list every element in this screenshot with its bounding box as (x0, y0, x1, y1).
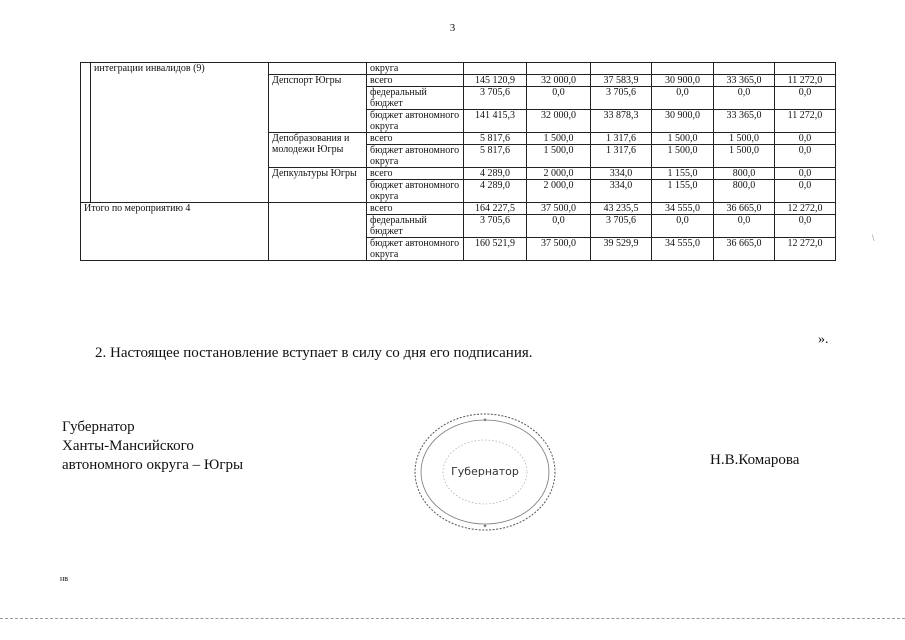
page-number: 3 (449, 22, 456, 34)
signature-block (62, 418, 243, 475)
svg-text:✦: ✦ (482, 523, 488, 530)
source-cell: федеральный бюджет (367, 87, 464, 110)
signatory-name: Н.В.Комарова (710, 452, 800, 468)
value-cell: 2 000,0 (527, 168, 591, 180)
bottom-scan-rule (0, 618, 905, 619)
source-cell: бюджет автономного округа (367, 145, 464, 168)
svg-text:✦: ✦ (482, 417, 488, 424)
value-cell: 34 555,0 (652, 203, 714, 215)
measure-name-cell: интеграции инвалидов (9) (91, 63, 269, 203)
executor-cell (269, 203, 367, 261)
value-cell (714, 63, 775, 75)
value-cell: 36 665,0 (714, 203, 775, 215)
source-cell: бюджет автономного округа (367, 238, 464, 261)
value-cell (527, 63, 591, 75)
value-cell: 1 500,0 (652, 145, 714, 168)
value-cell (775, 63, 836, 75)
value-cell: 37 500,0 (527, 238, 591, 261)
source-cell: федеральный бюджет (367, 215, 464, 238)
source-cell: всего (367, 168, 464, 180)
value-cell: 1 155,0 (652, 180, 714, 203)
value-cell: 30 900,0 (652, 110, 714, 133)
source-cell: бюджет автономного округа (367, 180, 464, 203)
value-cell: 160 521,9 (464, 238, 527, 261)
value-cell: 11 272,0 (775, 75, 836, 87)
value-cell: 30 900,0 (652, 75, 714, 87)
value-cell: 1 155,0 (652, 168, 714, 180)
closing-quote: ». (818, 332, 829, 347)
value-cell: 800,0 (714, 180, 775, 203)
source-cell: бюджет автономного округа (367, 110, 464, 133)
value-cell: 0,0 (652, 215, 714, 238)
value-cell: 32 000,0 (527, 110, 591, 133)
seal-text: Губернатор (451, 465, 519, 478)
total-label-cell: Итого по мероприятию 4 (81, 203, 269, 261)
value-cell: 1 500,0 (714, 133, 775, 145)
table-row (81, 203, 836, 215)
value-cell: 3 705,6 (591, 215, 652, 238)
value-cell: 0,0 (775, 180, 836, 203)
value-cell: 1 317,6 (591, 145, 652, 168)
value-cell: 1 500,0 (527, 133, 591, 145)
value-cell: 164 227,5 (464, 203, 527, 215)
value-cell: 34 555,0 (652, 238, 714, 261)
value-cell: 0,0 (775, 87, 836, 110)
value-cell (464, 63, 527, 75)
value-cell: 0,0 (714, 87, 775, 110)
executor-cell: Депкультуры Югры (269, 168, 367, 203)
value-cell: 334,0 (591, 168, 652, 180)
value-cell: 32 000,0 (527, 75, 591, 87)
value-cell: 1 500,0 (527, 145, 591, 168)
value-cell (652, 63, 714, 75)
value-cell: 37 583,9 (591, 75, 652, 87)
value-cell: 0,0 (652, 87, 714, 110)
signatory-title-line: Ханты-Мансийского (62, 438, 194, 454)
value-cell: 0,0 (775, 145, 836, 168)
value-cell: 36 665,0 (714, 238, 775, 261)
executor-cell: Депспорт Югры (269, 75, 367, 133)
value-cell: 145 120,9 (464, 75, 527, 87)
value-cell: 1 500,0 (652, 133, 714, 145)
value-cell: 3 705,6 (464, 87, 527, 110)
value-cell: 1 317,6 (591, 133, 652, 145)
value-cell: 0,0 (714, 215, 775, 238)
source-cell: всего (367, 133, 464, 145)
value-cell: 5 817,6 (464, 133, 527, 145)
value-cell: 39 529,9 (591, 238, 652, 261)
value-cell: 5 817,6 (464, 145, 527, 168)
table-row (81, 63, 836, 75)
official-seal (410, 408, 560, 538)
signatory-title-line: Губернатор (62, 419, 135, 435)
value-cell: 4 289,0 (464, 168, 527, 180)
value-cell: 3 705,6 (591, 87, 652, 110)
value-cell: 1 500,0 (714, 145, 775, 168)
value-cell: 33 365,0 (714, 110, 775, 133)
budget-table (80, 62, 836, 261)
footer-mark: нв (60, 574, 69, 583)
value-cell: 800,0 (714, 168, 775, 180)
value-cell: 2 000,0 (527, 180, 591, 203)
value-cell: 11 272,0 (775, 110, 836, 133)
value-cell: 33 365,0 (714, 75, 775, 87)
source-cell: всего (367, 75, 464, 87)
value-cell: 33 878,3 (591, 110, 652, 133)
value-cell: 0,0 (527, 215, 591, 238)
value-cell: 0,0 (775, 168, 836, 180)
value-cell: 37 500,0 (527, 203, 591, 215)
value-cell: 3 705,6 (464, 215, 527, 238)
value-cell: 0,0 (775, 133, 836, 145)
executor-cell (269, 63, 367, 75)
executor-cell: Депобразования и молодежи Югры (269, 133, 367, 168)
value-cell: 334,0 (591, 180, 652, 203)
source-cell: всего (367, 203, 464, 215)
value-cell: 12 272,0 (775, 203, 836, 215)
clause-paragraph: 2. Настоящее постановление вступает в силу со дня его подписания. (95, 345, 533, 361)
value-cell: 141 415,3 (464, 110, 527, 133)
indent-cell (81, 63, 91, 203)
value-cell: 4 289,0 (464, 180, 527, 203)
source-cell: округа (367, 63, 464, 75)
signatory-title-line: автономного округа – Югры (62, 457, 244, 473)
value-cell (591, 63, 652, 75)
value-cell: 0,0 (527, 87, 591, 110)
margin-mark: \ (872, 233, 875, 243)
value-cell: 12 272,0 (775, 238, 836, 261)
value-cell: 43 235,5 (591, 203, 652, 215)
value-cell: 0,0 (775, 215, 836, 238)
